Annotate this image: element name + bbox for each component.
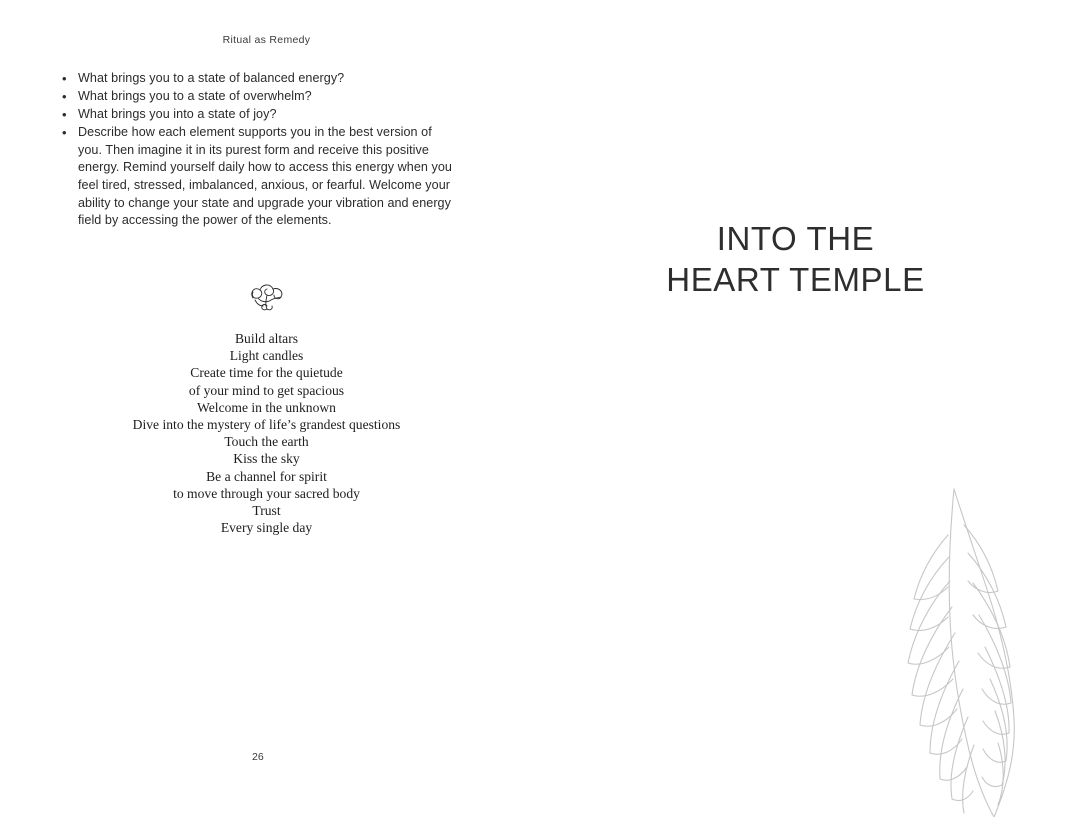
poem-line: Welcome in the unknown	[197, 399, 336, 415]
bullet-icon: •	[62, 71, 67, 86]
poem-line: Kiss the sky	[233, 451, 300, 467]
page-number: 26	[252, 751, 264, 763]
poem-block	[0, 330, 533, 536]
poem-line: Build altars	[234, 331, 299, 346]
poem-line: Dive into the mystery of life’s grandest questions	[132, 417, 401, 433]
botanical-flourish-icon	[0, 278, 533, 318]
chapter-title-line-2: HEART TEMPLE	[666, 261, 925, 298]
running-head: Ritual as Remedy	[222, 34, 311, 46]
list-item	[62, 106, 454, 124]
list-item	[62, 70, 454, 88]
bullet-icon: •	[62, 125, 67, 141]
chapter-title	[533, 218, 1066, 300]
list-item-text: What brings you to a state of balanced energy?	[78, 71, 345, 85]
list-item	[62, 88, 454, 106]
poem-line: Be a channel for spirit	[206, 468, 327, 484]
bullet-icon: •	[62, 89, 67, 105]
poem-line: Create time for the quietude	[190, 365, 343, 381]
right-page	[533, 0, 1066, 799]
feather-icon	[858, 487, 1048, 817]
poem-line: to move through your sacred body	[173, 485, 360, 501]
poem-line: of your mind to get spacious	[188, 382, 345, 398]
poem-line: Trust	[252, 503, 281, 519]
list-item-text: What brings you to a state of overwhelm?	[78, 89, 312, 104]
poem-line: Touch the earth	[224, 434, 309, 450]
question-list	[62, 70, 454, 230]
poem-line: Every single day	[220, 520, 313, 536]
poem-line: Light candles	[229, 348, 304, 364]
chapter-title-line-1: INTO THE	[716, 220, 875, 257]
left-page	[0, 0, 533, 799]
bullet-icon: •	[62, 107, 67, 123]
list-item-text: What brings you into a state of joy?	[78, 107, 277, 122]
list-item-text: Describe how each element supports you in the best version of you. Then imagine it in its purest form and receive this positive energy. Remind yourself daily how to access this energy when you feel tired, stressed, imbalanced, anxious, or fearful. Welcome your ability to change your state and upgrade your vibration and energy field by accessing the power of the elements.	[78, 125, 452, 228]
list-item	[62, 124, 454, 230]
